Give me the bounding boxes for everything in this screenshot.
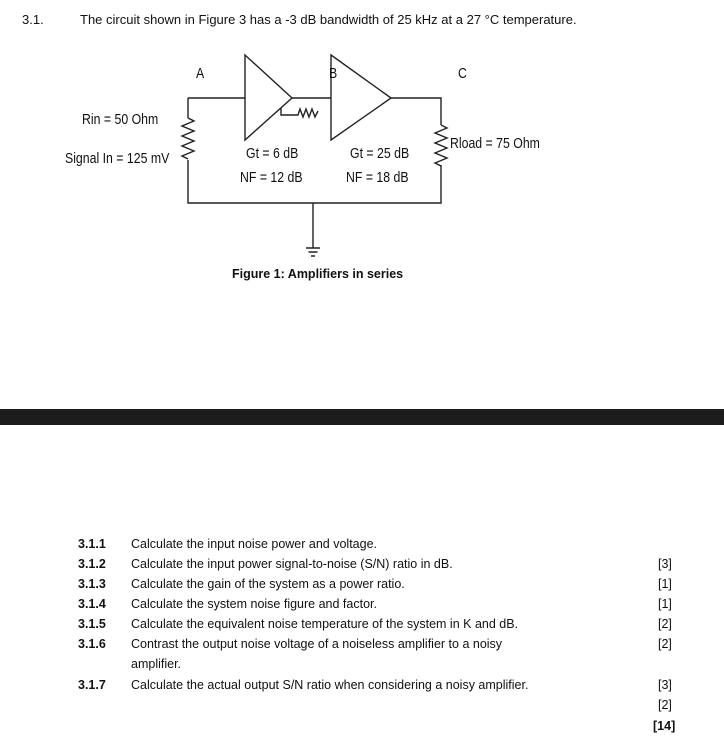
mark: [1] [658,597,672,611]
node-a-label: A [196,65,205,82]
subquestion-text: Calculate the input power signal-to-noise (S/N) ratio in dB. [131,557,453,571]
subquestion-text: Calculate the input noise power and voltage. [131,537,377,551]
rin-label: Rin = 50 Ohm [82,111,159,128]
mark: [2] [658,637,672,651]
input-resistor [182,118,194,159]
amp2-nf-label: NF = 18 dB [346,169,409,186]
subquestion-number: 3.1.4 [78,597,106,611]
interstage-resistor [281,108,318,117]
amplifier-2 [331,55,391,140]
page-divider [0,409,724,425]
subquestion-number: 3.1.3 [78,577,106,591]
subquestion-text: Calculate the equivalent noise temperature of the system in K and dB. [131,617,519,631]
subquestion-text-continued: amplifier. [131,657,182,671]
subquestion-text: Calculate the gain of the system as a power ratio. [131,577,405,591]
subquestion-text: Calculate the system noise figure and factor. [131,597,377,611]
subquestion-text: Contrast the output noise voltage of a noiseless amplifier to a noisy [131,637,503,651]
amplifier-1 [245,55,292,140]
signal-in-label: Signal In = 125 mV [65,150,170,167]
ground-icon [306,248,320,256]
figure-caption: Figure 1: Amplifiers in series [232,267,404,281]
question-number: 3.1. [22,12,44,27]
amp1-nf-label: NF = 12 dB [240,169,303,186]
mark: [3] [658,557,672,571]
node-c-label: C [458,65,467,82]
subquestion-number: 3.1.5 [78,617,106,631]
subquestion-number: 3.1.2 [78,557,106,571]
mark: [2] [658,698,672,712]
subquestion-number: 3.1.7 [78,678,106,692]
question-text: The circuit shown in Figure 3 has a -3 dB bandwidth of 25 kHz at a 27 °C temperature. [80,12,577,27]
subquestion-text: Calculate the actual output S/N ratio when considering a noisy amplifier. [131,678,529,692]
subquestion-number: 3.1.1 [78,537,106,551]
node-b-label: B [329,65,338,82]
total-mark: [14] [653,719,676,733]
amp2-gain-label: Gt = 25 dB [350,145,410,162]
subquestion-number: 3.1.6 [78,637,106,651]
mark: [2] [658,617,672,631]
rload-label: Rload = 75 Ohm [450,135,540,152]
amp1-gain-label: Gt = 6 dB [246,145,299,162]
mark: [3] [658,678,672,692]
mark: [1] [658,577,672,591]
load-resistor [435,125,447,166]
